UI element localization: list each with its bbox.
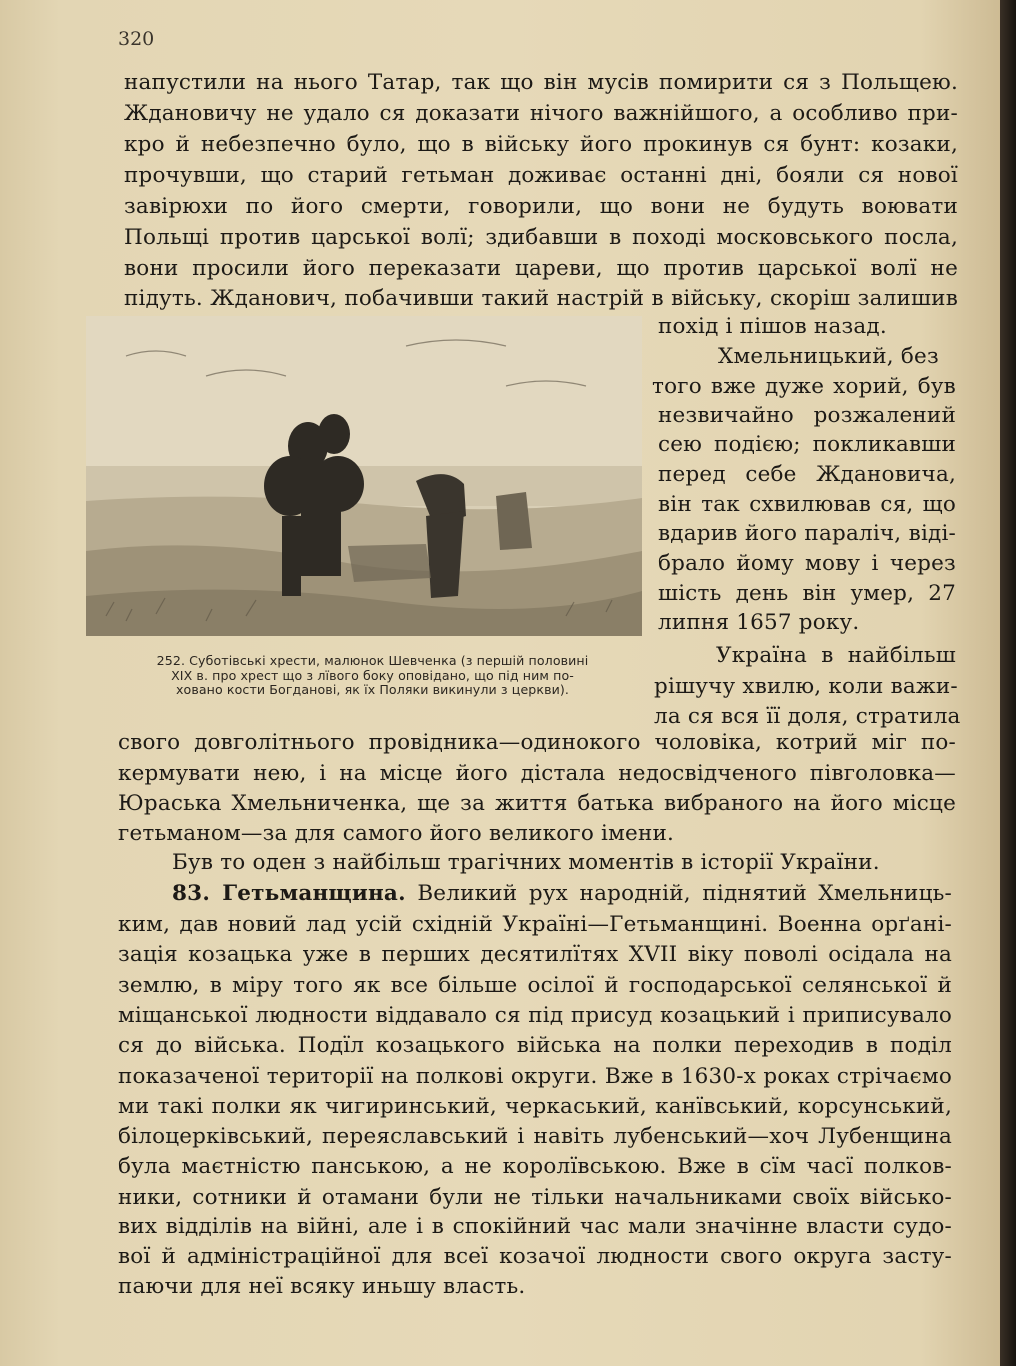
text-line: вої й адміністраційної для всеї козачої людности свого округа засту- xyxy=(118,1244,952,1269)
text-line: перед себе Ждановича, xyxy=(658,462,956,487)
text-line: Ждановичу не удало ся доказати нічого важнійшого, а особливо при- xyxy=(124,101,958,126)
text-line: ми такі полки як чигиринський, черкаський, канївський, корсунський, xyxy=(118,1094,952,1119)
text-line: Юраська Хмельниченка, ще за життя батька вибраного на його місце xyxy=(118,791,956,816)
section-first-line xyxy=(172,883,952,905)
text-line: ким, дав новий лад усій східній Україні—Гетьманщині. Военна орґані- xyxy=(118,912,952,937)
text-line: міщанської людности віддавало ся під присуд козацький і приписувало xyxy=(118,1003,952,1028)
text-line: того вже дуже хорий, був xyxy=(652,374,956,399)
text-line: вони просили його переказати цареви, що против царської волї не xyxy=(124,256,958,281)
text-line: свого довголітнього провідника—одинокого чоловіка, котрий міг по- xyxy=(118,730,956,755)
text-line: білоцерківський, переяславський і навіть лубенський—хоч Лубенщина xyxy=(118,1124,952,1149)
text-line: кермувати нею, і на місце його дістала недосвідченого півголовка— xyxy=(118,761,956,786)
book-spine-edge xyxy=(1000,0,1016,1366)
text-line: липня 1657 року. xyxy=(658,610,860,635)
page-number: 320 xyxy=(118,28,155,50)
shevchenko-drawing-subotiv-crosses xyxy=(86,316,642,636)
text-line: ла ся вся її доля, стратила xyxy=(654,704,961,729)
section-first-line-text: Великий рух народній, піднятий Хмельниць- xyxy=(417,881,952,906)
text-line: сею подією; покликавши xyxy=(658,432,956,457)
text-line: ники, сотники й отамани були не тільки начальниками своїх військо- xyxy=(118,1185,952,1210)
text-line: Україна в найбільш xyxy=(716,643,956,668)
text-line: підуть. Жданович, побачивши такий настрій в війську, скоріш залишив xyxy=(124,286,958,311)
text-line: землю, в міру того як все більше осілої й господарської селянської й xyxy=(118,973,952,998)
text-line: показаченої території на полкові округи. Вже в 1630-х роках стрічаємо xyxy=(118,1064,952,1089)
text-line: ся до війська. Подїл козацького війська на полки переходив в поділ xyxy=(118,1033,952,1058)
text-line: зація козацька уже в перших десятилїтях XVII віку поволі осідала на xyxy=(118,942,952,967)
text-line: вдарив його параліч, віді- xyxy=(658,521,956,546)
text-line: рішучу хвилю, коли важи- xyxy=(654,674,958,699)
text-line: гетьманом—за для самого його великого імени. xyxy=(118,821,675,846)
text-line: шість день він умер, 27 xyxy=(658,581,956,606)
text-line: вих відділів на війні, але і в спокійний час мали значінне власти судо- xyxy=(118,1214,952,1239)
text-line: Хмельницький, без xyxy=(718,344,939,369)
text-line: Був то оден з найбільш трагічних моментів в історії України. xyxy=(172,850,880,875)
caption-line: 252. Суботівські хрести, малюнок Шевченка (з першій половині xyxy=(156,653,589,668)
section-heading: 83. Гетьманщина. xyxy=(172,881,406,906)
text-line: завірюхи по його смерти, говорили, що вони не будуть воювати xyxy=(124,194,958,219)
text-line: була маєтністю панською, а не королївською. Вже в сїм часї полков- xyxy=(118,1154,952,1179)
caption-line: XIX в. про хрест що з лївого боку оповідано, що під ним по- xyxy=(171,667,574,683)
text-line: прочувши, що старий гетьман доживає останні дні, бояли ся нової xyxy=(124,163,958,188)
text-line: похід і пішов назад. xyxy=(658,314,887,339)
text-line: незвичайно розжалений xyxy=(658,403,956,428)
text-line: паючи для неї всяку иньшу власть. xyxy=(118,1274,526,1299)
figure-caption xyxy=(110,654,635,698)
text-line: напустили на нього Татар, так що він мусів помирити ся з Польщею. xyxy=(124,70,958,95)
text-line: кро й небезпечно було, що в війську його прокинув ся бунт: козаки, xyxy=(124,132,958,157)
text-line: Польщі против царської волї; здибавши в поході московського посла, xyxy=(124,225,958,250)
text-line: він так схвилював ся, що xyxy=(658,492,956,517)
text-line: брало йому мову і через xyxy=(658,551,956,576)
caption-line: ховано кости Богданові, як їх Поляки викинули з церкви). xyxy=(175,682,570,697)
